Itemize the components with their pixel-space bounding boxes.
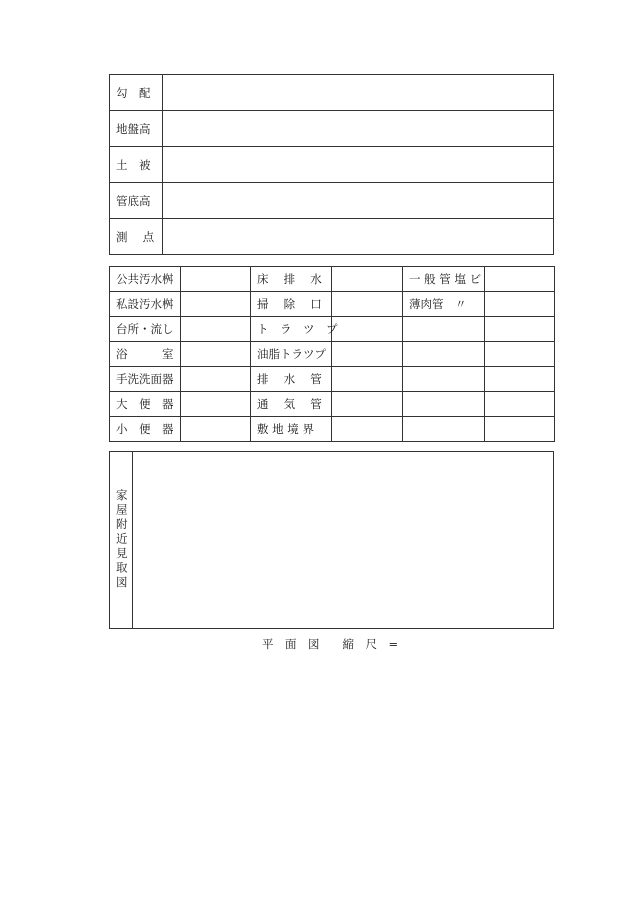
legend-table: [109, 266, 555, 442]
ground-height-value[interactable]: [163, 111, 554, 147]
legend-symbol-cell[interactable]: [332, 342, 403, 367]
table-row: [110, 147, 554, 183]
legend-symbol-cell[interactable]: [332, 392, 403, 417]
legend-symbol-cell[interactable]: [332, 367, 403, 392]
table-row: [110, 342, 555, 367]
table-row: [110, 392, 555, 417]
table-row: [110, 111, 554, 147]
survey-point-label: 測 点: [110, 219, 163, 255]
legend-symbol-cell[interactable]: [181, 392, 251, 417]
table-row: [110, 317, 555, 342]
table-row: [110, 292, 555, 317]
legend-symbol-cell[interactable]: [181, 267, 251, 292]
legend-symbol-cell[interactable]: [181, 317, 251, 342]
legend-cell: ト ラ ツ プ: [251, 317, 332, 342]
survey-point-value[interactable]: [163, 219, 554, 255]
legend-symbol-cell[interactable]: [485, 392, 555, 417]
legend-cell: 大 便 器: [110, 392, 181, 417]
table-row: [110, 417, 555, 442]
slope-value[interactable]: [163, 75, 554, 111]
pipe-bottom-label: 管底高: [110, 183, 163, 219]
legend-cell[interactable]: [403, 342, 485, 367]
legend-symbol-cell[interactable]: [332, 317, 403, 342]
legend-cell: 排 水 管: [251, 367, 332, 392]
legend-symbol-cell[interactable]: [181, 342, 251, 367]
legend-symbol-cell[interactable]: [181, 292, 251, 317]
legend-cell[interactable]: [403, 392, 485, 417]
legend-symbol-cell[interactable]: [332, 267, 403, 292]
legend-cell: 私設汚水桝: [110, 292, 181, 317]
legend-symbol-cell[interactable]: [485, 292, 555, 317]
info-table: [109, 74, 554, 255]
legend-cell: 一 般 管 塩 ビ: [403, 267, 485, 292]
legend-symbol-cell[interactable]: [332, 292, 403, 317]
legend-symbol-cell[interactable]: [485, 342, 555, 367]
legend-cell: 台所・流し: [110, 317, 181, 342]
cover-depth-value[interactable]: [163, 147, 554, 183]
legend-cell: 公共汚水桝: [110, 267, 181, 292]
plan-scale-caption: 平 面 図 縮 尺 =: [262, 637, 399, 651]
site-sketch-box[interactable]: [109, 451, 554, 629]
ground-height-label: 地盤高: [110, 111, 163, 147]
legend-cell: 小 便 器: [110, 417, 181, 442]
table-row: [110, 367, 555, 392]
legend-cell: 床 排 水: [251, 267, 332, 292]
table-row: [110, 219, 554, 255]
legend-cell[interactable]: [403, 367, 485, 392]
legend-symbol-cell[interactable]: [485, 367, 555, 392]
legend-symbol-cell[interactable]: [485, 417, 555, 442]
legend-symbol-cell[interactable]: [485, 267, 555, 292]
legend-symbol-cell[interactable]: [485, 317, 555, 342]
cover-depth-label: 土 被: [110, 147, 163, 183]
legend-symbol-cell[interactable]: [181, 417, 251, 442]
legend-cell[interactable]: [403, 417, 485, 442]
legend-symbol-cell[interactable]: [332, 417, 403, 442]
legend-cell: 浴 室: [110, 342, 181, 367]
legend-cell: 通 気 管: [251, 392, 332, 417]
slope-label: 勾 配: [110, 75, 163, 111]
legend-symbol-cell[interactable]: [181, 367, 251, 392]
table-row: [110, 267, 555, 292]
legend-cell: 手洗洗面器: [110, 367, 181, 392]
legend-cell: 敷 地 境 界: [251, 417, 332, 442]
legend-cell: 薄肉管 〃: [403, 292, 485, 317]
site-sketch-label-cell: [110, 452, 133, 628]
legend-cell: 油脂トラツプ: [251, 342, 332, 367]
legend-cell: 掃 除 口: [251, 292, 332, 317]
site-sketch-label: 家屋附近見取図: [114, 489, 129, 591]
pipe-bottom-value[interactable]: [163, 183, 554, 219]
table-row: [110, 75, 554, 111]
table-row: [110, 183, 554, 219]
legend-cell[interactable]: [403, 317, 485, 342]
